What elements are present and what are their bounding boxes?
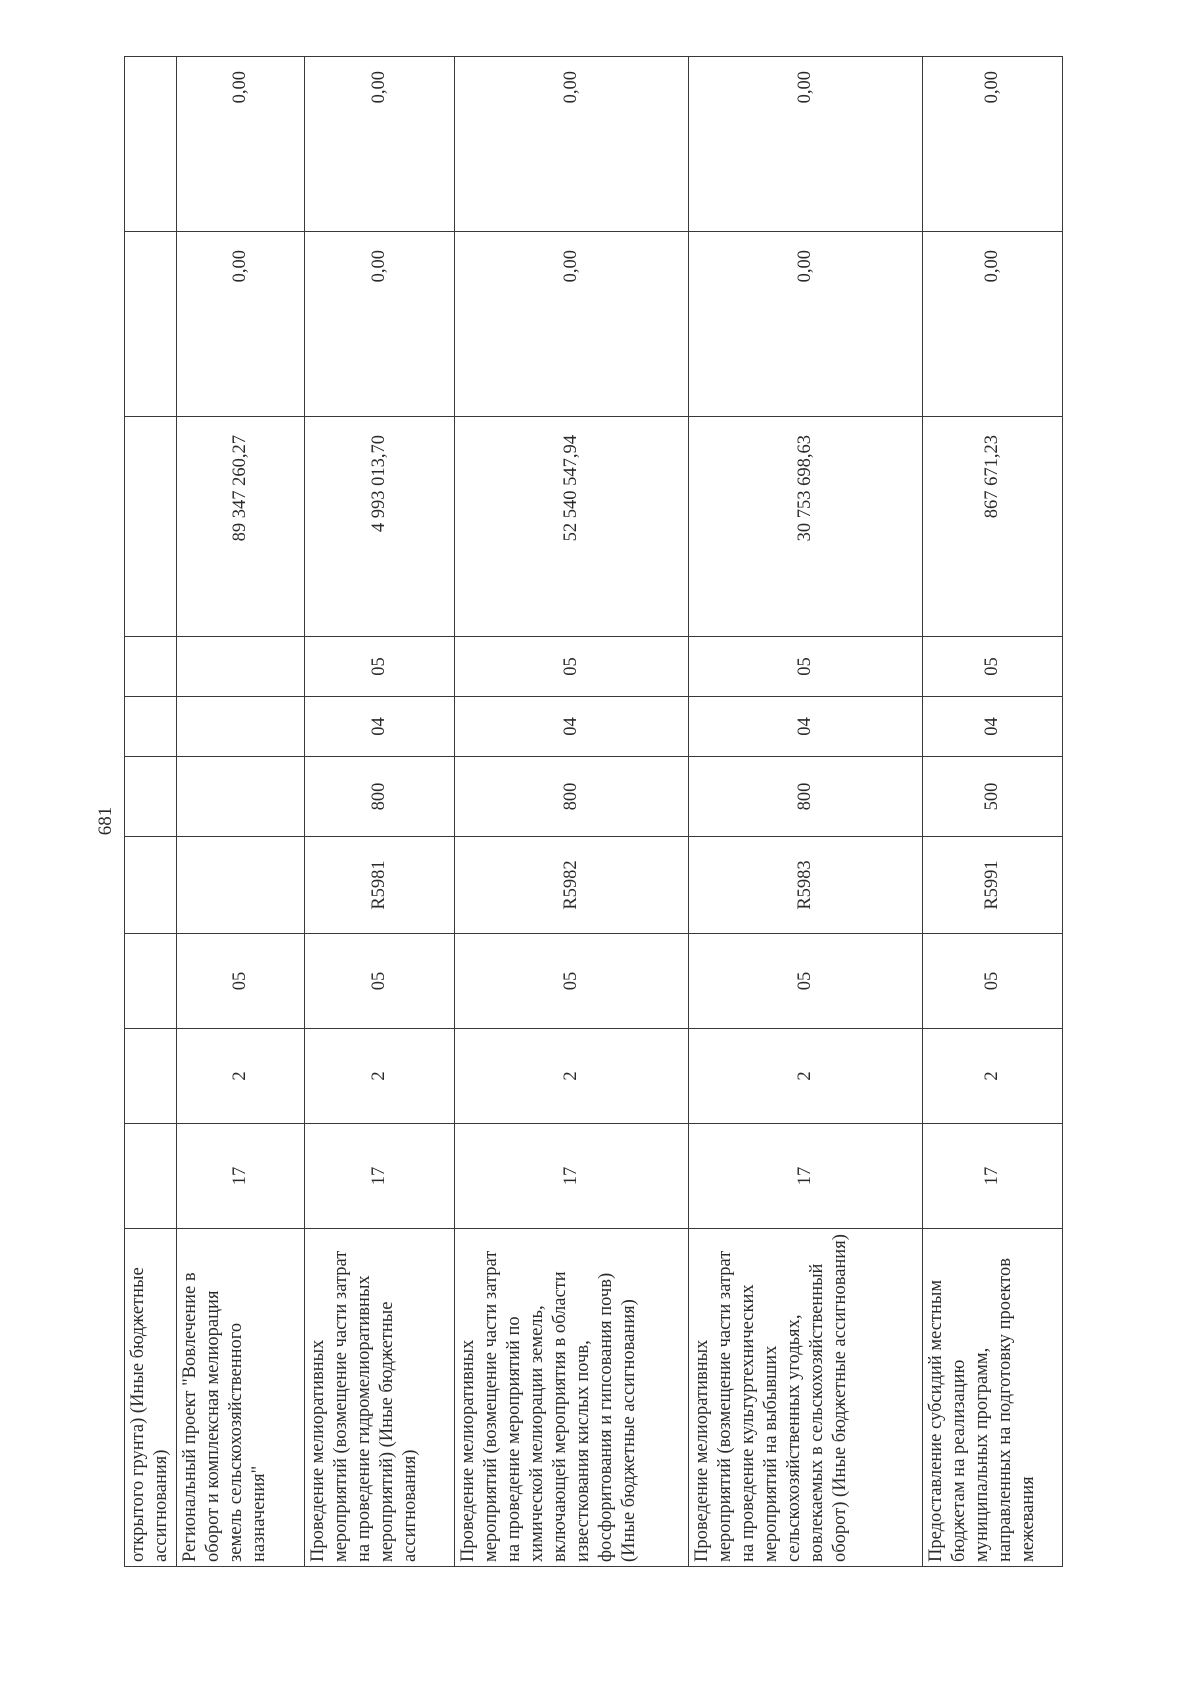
amount-year1-cell: 30 753 698,63 [689,417,923,637]
subprogram-code-cell: 2 [177,1029,305,1124]
amount-year3-cell [125,57,177,232]
amount-year2-cell: 0,00 [305,232,455,417]
section-cell [177,697,305,757]
description-cell: Региональный проект "Вовлечение в оборот и комплексная мелиорация земель сельскохозяйственного назначения" [177,1229,305,1567]
subprogram-code-cell: 2 [455,1029,689,1124]
subsection-cell: 05 [923,637,1063,697]
direction-code-cell: R5981 [305,837,455,934]
table-row [923,57,1063,1567]
expense-type-cell: 800 [455,757,689,837]
subsection-cell: 05 [689,637,923,697]
amount-year1-cell: 89 347 260,27 [177,417,305,637]
main-event-code-cell: 05 [689,934,923,1029]
table-row [305,57,455,1567]
section-cell: 04 [455,697,689,757]
amount-year3-cell: 0,00 [455,57,689,232]
program-code-cell: 17 [455,1124,689,1229]
subprogram-code-cell: 2 [305,1029,455,1124]
table-row [125,57,177,1567]
program-code-cell: 17 [923,1124,1063,1229]
amount-year3-cell: 0,00 [305,57,455,232]
direction-code-cell: R5991 [923,837,1063,934]
subsection-cell: 05 [455,637,689,697]
program-code-cell: 17 [305,1124,455,1229]
table-row [689,57,923,1567]
amount-year2-cell: 0,00 [689,232,923,417]
main-event-code-cell: 05 [177,934,305,1029]
section-cell: 04 [305,697,455,757]
amount-year3-cell: 0,00 [689,57,923,232]
main-event-code-cell: 05 [923,934,1063,1029]
expense-type-cell: 800 [305,757,455,837]
section-cell [125,697,177,757]
expense-type-cell: 500 [923,757,1063,837]
section-cell: 04 [689,697,923,757]
description-cell: Проведение мелиоративных мероприятий (возмещение части затрат на проведение культуртехнических мероприятий на выбывших сельскохозяйственных угодьях, вовлекаемых в сельскохозяйственный оборот) (Иные бюджетные ассигнования) [689,1229,923,1567]
direction-code-cell [125,837,177,934]
table-row [455,57,689,1567]
direction-code-cell: R5982 [455,837,689,934]
subprogram-code-cell [125,1029,177,1124]
subprogram-code-cell: 2 [689,1029,923,1124]
amount-year1-cell [125,417,177,637]
program-code-cell: 17 [177,1124,305,1229]
amount-year2-cell: 0,00 [177,232,305,417]
program-code-cell: 17 [689,1124,923,1229]
amount-year3-cell: 0,00 [923,57,1063,232]
table-row [177,57,305,1567]
expense-type-cell: 800 [689,757,923,837]
direction-code-cell [177,837,305,934]
rotated-table-wrapper [124,57,1062,1567]
description-cell: открытого грунта) (Иные бюджетные ассигнования) [125,1229,177,1567]
subsection-cell: 05 [305,637,455,697]
page-number: 681 [95,806,116,836]
expense-type-cell [177,757,305,837]
amount-year2-cell: 0,00 [923,232,1063,417]
subsection-cell [125,637,177,697]
amount-year2-cell [125,232,177,417]
description-cell: Предоставление субсидий местным бюджетам на реализацию муниципальных программ, направленных на подготовку проектов межевания [923,1229,1063,1567]
amount-year2-cell: 0,00 [455,232,689,417]
amount-year1-cell: 4 993 013,70 [305,417,455,637]
description-cell: Проведение мелиоративных мероприятий (возмещение части затрат на проведение гидромелиоративных мероприятий) (Иные бюджетные ассигнования) [305,1229,455,1567]
section-cell: 04 [923,697,1063,757]
description-cell: Проведение мелиоративных мероприятий (возмещение части затрат на проведение мероприятий по химической мелиорации земель, включающей мероприятия в области известкования кислых почв, фосфоритования и гипсования почв) (Иные бюджетные ассигнования) [455,1229,689,1567]
amount-year1-cell: 52 540 547,94 [455,417,689,637]
main-event-code-cell: 05 [305,934,455,1029]
subsection-cell [177,637,305,697]
direction-code-cell: R5983 [689,837,923,934]
expense-type-cell [125,757,177,837]
main-event-code-cell [125,934,177,1029]
program-code-cell [125,1124,177,1229]
amount-year3-cell: 0,00 [177,57,305,232]
main-event-code-cell: 05 [455,934,689,1029]
budget-table [124,56,1063,1567]
subprogram-code-cell: 2 [923,1029,1063,1124]
amount-year1-cell: 867 671,23 [923,417,1063,637]
